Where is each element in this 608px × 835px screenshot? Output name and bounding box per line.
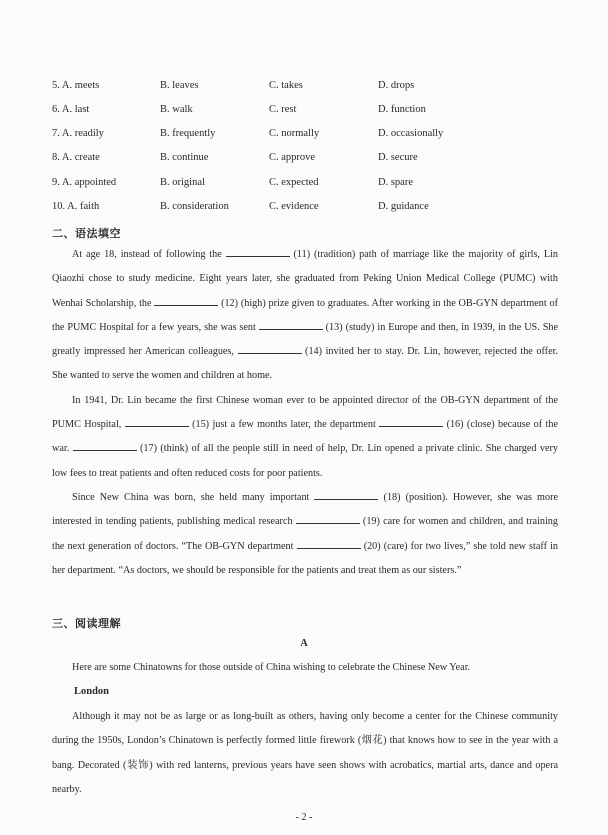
option-c: C. evidence [269, 201, 319, 212]
subheading: London [74, 686, 110, 697]
option-a: 6. A. last [52, 104, 90, 115]
section-title: 二、语法填空 [52, 227, 121, 240]
reading-passage [52, 656, 558, 680]
answer-blank [73, 441, 137, 451]
option-b: B. walk [160, 104, 193, 115]
answer-blank [259, 320, 323, 330]
option-a: 5. A. meets [52, 80, 100, 91]
paragraph: Since New China was born, she held many important (18) (position). However, she was more interested in tending patients, publishing medical research (19) care for women and children, and training the next generation of doctors. “The OB-GYN department (20) (care) for two lives,” she told new staff in her department. “As doctors, we should be responsible for the patients and treat them as our sisters.” [52, 491, 558, 576]
answer-blank [296, 514, 360, 524]
reading-passage [52, 705, 558, 802]
option-a: 9. A. appointed [52, 177, 117, 188]
option-b: B. leaves [160, 80, 199, 91]
option-b: B. original [160, 177, 205, 188]
option-c: C. rest [269, 104, 297, 115]
option-row [52, 80, 572, 96]
option-row [52, 177, 572, 193]
passage-letter: A [300, 638, 308, 649]
section-title: 三、阅读理解 [52, 617, 121, 630]
option-d: D. drops [378, 80, 415, 91]
option-b: B. continue [160, 152, 209, 163]
option-b: B. frequently [160, 128, 216, 139]
option-d: D. occasionally [378, 128, 444, 139]
option-d: D. secure [378, 152, 418, 163]
option-row [52, 104, 572, 120]
option-b: B. consideration [160, 201, 229, 212]
answer-blank [314, 490, 378, 500]
option-a: 10. A. faith [52, 201, 100, 212]
grammar-passage [52, 243, 558, 583]
option-row [52, 128, 572, 144]
paragraph: Here are some Chinatowns for those outside of China wishing to celebrate the Chinese New Year. [72, 662, 471, 673]
option-c: C. normally [269, 128, 320, 139]
option-d: D. guidance [378, 201, 429, 212]
option-c: C. takes [269, 80, 303, 91]
answer-blank [238, 344, 302, 354]
option-c: C. expected [269, 177, 319, 188]
paragraph: Although it may not be as large or as long-built as others, having only become a center for the Chinese community during the 1950s, London’s Chinatown is perfectly formed little firework (烟花) that knows how to see in the year with a bang. Decorated (装饰) with red lanterns, previous years have seen shows with acrobatics, martial arts, dance and opera nearby. [52, 711, 558, 795]
option-row [52, 201, 572, 217]
answer-blank [125, 417, 189, 427]
option-a: 7. A. readily [52, 128, 104, 139]
paragraph: At age 18, instead of following the (11) (tradition) path of marriage like the majority of girls, Lin Qiaozhi chose to study medicine. Eight years later, she graduated from Peking Union Medical College (PUMC) with Wenhai Scholarship, the (12) (high) prize given to graduates. After working in the OB-GYN department of the PUMC Hospital for a few years, she was sent (13) (study) in Europe and then, in 1939, in the US. She greatly impressed her American colleagues, (14) invited her to stay. Dr. Lin, however, rejected the offer. She wanted to serve the women and children at home. [52, 249, 558, 382]
option-row [52, 152, 572, 168]
paragraph: In 1941, Dr. Lin became the first Chinese woman ever to be appointed director of the OB-GYN department of the PUMC Hospital, (15) just a few months later, the department (16) (close) because of the war. (17) (think) of all the people still in need of help, Dr. Lin opened a private clinic. She charged very low fees to treat patients and often reduced costs for poor patients. [52, 394, 558, 479]
answer-blank [379, 417, 443, 427]
option-a: 8. A. create [52, 152, 100, 163]
option-c: C. approve [269, 152, 316, 163]
answer-blank [297, 539, 361, 549]
option-d: D. spare [378, 177, 413, 188]
answer-blank [226, 247, 290, 257]
page-number: - 2 - [295, 812, 313, 823]
answer-blank [154, 296, 218, 306]
option-d: D. function [378, 104, 426, 115]
